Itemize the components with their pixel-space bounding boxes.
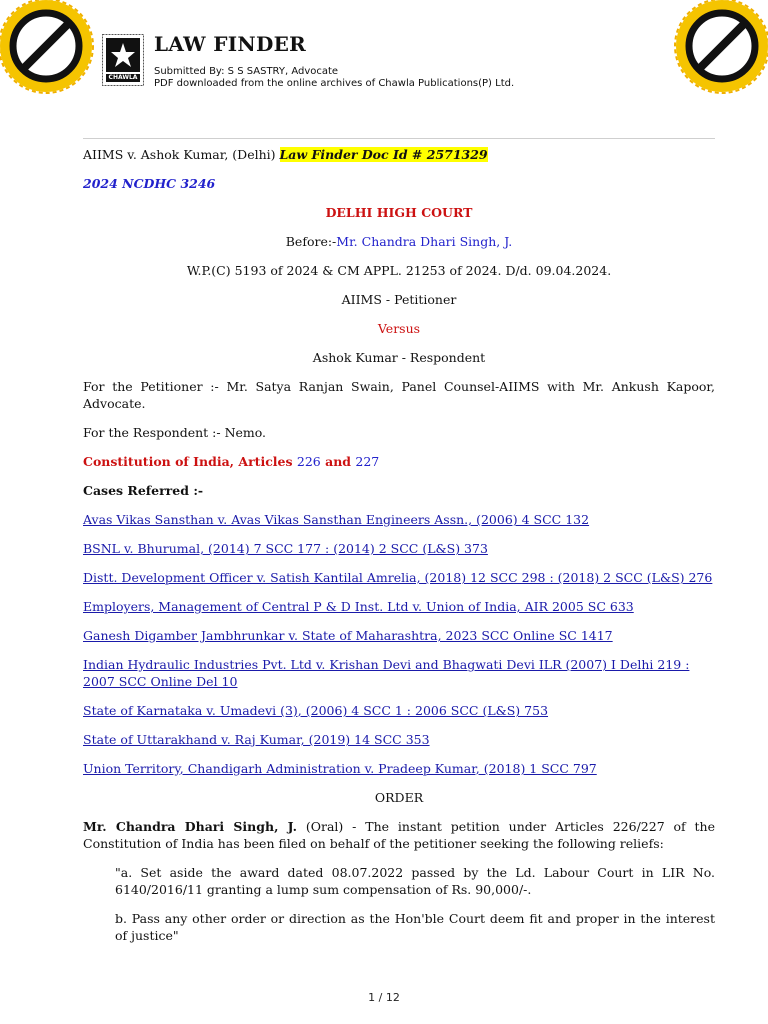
order-heading: ORDER <box>374 790 424 805</box>
citation-prefix: AIIMS v. Ashok Kumar, (Delhi) <box>83 147 280 162</box>
order-text: (Oral) - The instant petition under Articles 226/227 of the Constitution of India has been filed on behalf of the petitioner seeking the following reliefs: <box>83 819 716 851</box>
case-link[interactable]: Distt. Development Officer v. Satish Kantilal Amrelia, (2018) 12 SCC 298 : (2018) 2 SCC (L&S) 276 <box>83 570 713 585</box>
downloaded-from: PDF downloaded from the online archives of Chawla Publications(P) Ltd. <box>154 78 515 89</box>
relief-b: b. Pass any other order or direction as the Hon'ble Court deem fit and proper in the interest of justice" <box>115 911 715 943</box>
no-entry-stamp-icon <box>0 0 94 94</box>
court-name: DELHI HIGH COURT <box>325 205 473 220</box>
cases-referred-heading: Cases Referred :- <box>83 483 204 498</box>
case-link[interactable]: Indian Hydraulic Industries Pvt. Ltd v. Krishan Devi and Bhagwati Devi ILR (2007) I Delhi 219 : 2007 SCC Online Del 10 <box>83 657 690 689</box>
judge-name: Mr. Chandra Dhari Singh, J. <box>336 234 513 249</box>
article-227-link[interactable]: 227 <box>355 454 380 469</box>
case-link[interactable]: Avas Vikas Sansthan v. Avas Vikas Sansthan Engineers Assn., (2006) 4 SCC 132 <box>83 512 590 527</box>
case-link[interactable]: Employers, Management of Central P & D Inst. Ltd v. Union of India, AIR 2005 SC 633 <box>83 599 634 614</box>
case-number: W.P.(C) 5193 of 2024 & CM APPL. 21253 of 2024. D/d. 09.04.2024. <box>186 263 612 278</box>
logo-text: CHAWLA <box>108 74 138 81</box>
for-petitioner: For the Petitioner :- Mr. Satya Ranjan Swain, Panel Counsel-AIIMS with Mr. Ankush Kapoor, Advocate. <box>83 379 715 411</box>
document-body <box>83 146 715 956</box>
before-label: Before:- <box>285 234 337 249</box>
respondent: Ashok Kumar - Respondent <box>312 350 486 365</box>
petitioner: AIIMS - Petitioner <box>341 292 457 307</box>
article-226-link[interactable]: 226 <box>296 454 321 469</box>
order-paragraph <box>83 818 715 852</box>
relief-a: "a. Set aside the award dated 08.07.2022 passed by the Ld. Labour Court in LIR No. 6140/2016/11 granting a lump sum compensation of Rs. 90,000/-. <box>115 865 715 897</box>
no-entry-stamp-icon <box>674 0 768 94</box>
order-judge: Mr. Chandra Dhari Singh, J. <box>83 819 297 834</box>
constitution-prefix: Constitution of India, Articles <box>83 454 297 469</box>
citation-line <box>83 146 715 163</box>
case-link[interactable]: Ganesh Digamber Jambhrunkar v. State of Maharashtra, 2023 SCC Online SC 1417 <box>83 628 613 643</box>
submitted-by: Submitted By: S S SASTRY, Advocate <box>154 66 339 77</box>
and-word: and <box>320 454 356 469</box>
header-divider <box>83 138 715 139</box>
page-number: 1 / 12 <box>368 991 400 1004</box>
case-link[interactable]: State of Karnataka v. Umadevi (3), (2006) 4 SCC 1 : 2006 SCC (L&S) 753 <box>83 703 549 718</box>
versus: Versus <box>377 321 421 336</box>
ncdhc-citation: 2024 NCDHC 3246 <box>83 176 216 191</box>
for-respondent: For the Respondent :- Nemo. <box>83 425 267 440</box>
doc-id: Law Finder Doc Id # 2571329 <box>279 147 488 162</box>
case-link[interactable]: State of Uttarakhand v. Raj Kumar, (2019) 14 SCC 353 <box>83 732 430 747</box>
case-link[interactable]: Union Territory, Chandigarh Administration v. Pradeep Kumar, (2018) 1 SCC 797 <box>83 761 597 776</box>
brand-title: LAW FINDER <box>154 32 307 56</box>
chawla-logo-icon <box>102 34 144 86</box>
case-link[interactable]: BSNL v. Bhurumal, (2014) 7 SCC 177 : (2014) 2 SCC (L&S) 373 <box>83 541 488 556</box>
bench-line <box>83 233 715 250</box>
constitution-line <box>83 453 715 470</box>
